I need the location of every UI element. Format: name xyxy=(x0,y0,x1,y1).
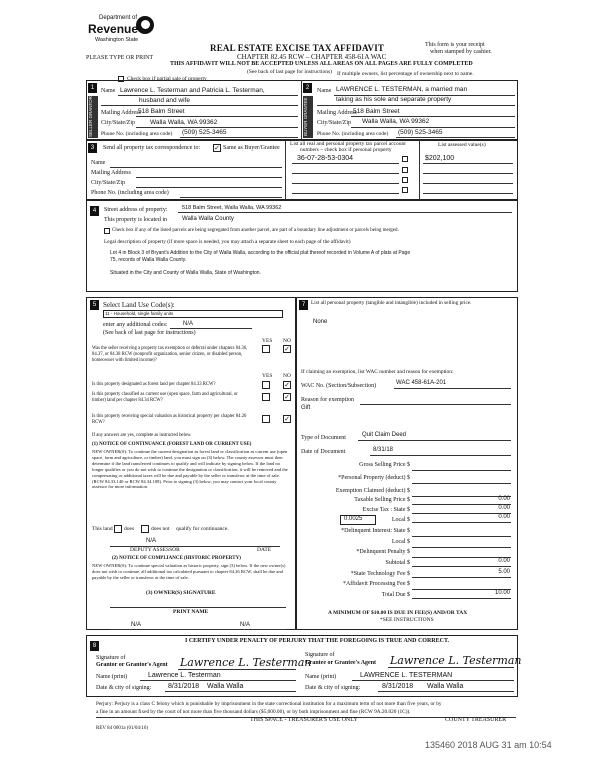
treasurer-note: THIS SPACE - TREASURER'S USE ONLY xyxy=(250,717,358,723)
buyer-city-label: City/State/Zip xyxy=(317,120,351,126)
legal-line-1[interactable]: Lot 4 in Block 3 of Bryant's Addition to the City of Walla Walla, according to the official plat thereof recorded in Volume A of plats at Page xyxy=(110,250,411,256)
tax-row-label: Subtotal $ xyxy=(385,560,410,566)
tax-row-line xyxy=(412,547,511,548)
parcel-line-1 xyxy=(292,163,399,164)
receipt-note-2: when stamped by cashier. xyxy=(430,49,492,55)
print-name-na-1[interactable]: N/A xyxy=(131,622,142,628)
q3-no-checkbox[interactable]: ✓ xyxy=(284,393,290,401)
additional-codes-label: enter any additional codes: xyxy=(103,322,168,328)
reason-line xyxy=(360,404,511,405)
segregated-checkbox[interactable] xyxy=(104,228,110,234)
section-4-badge: 4 xyxy=(90,206,99,216)
does-label: does xyxy=(124,526,135,532)
tax-row-value[interactable]: 0.00 xyxy=(498,505,510,511)
deputy-na[interactable]: N/A xyxy=(146,538,157,544)
seller-phone-line xyxy=(180,137,298,138)
grantee-sig-of: Signature of xyxy=(305,652,335,658)
doc-type-value[interactable]: Quit Claim Deed xyxy=(362,432,407,438)
buyer-address-line xyxy=(351,116,515,117)
parcel-personal-checkbox[interactable] xyxy=(402,156,408,162)
s3-address-line xyxy=(136,177,282,178)
see-back-note: (See back of last page for instructions) xyxy=(247,69,332,75)
yes-header-1: YES xyxy=(262,338,273,344)
seller-phone-label: Phone No. (including area code) xyxy=(101,131,173,137)
seller-address[interactable]: 518 Balm Street xyxy=(138,108,185,115)
notice-2-text: NEW OWNER(S): To continue special valuation as historic property, sign (3) below. If the new owner(s) does not wish to continue, all additional tax calculated pursuant to chapter 84.26 RCW, shall be due and payable by the seller or transferor at the time of sale. xyxy=(92,563,286,580)
tax-row-label: Local $ xyxy=(391,539,410,545)
logo-mark-cutout xyxy=(141,20,150,29)
seller-name-line xyxy=(118,95,298,96)
reason-label: Reason for exemption xyxy=(301,397,354,403)
dept-line-1: Department of xyxy=(99,15,138,21)
certify-text: I CERTIFY UNDER PENALTY OF PERJURY THAT THE FOREGOING IS TRUE AND CORRECT. xyxy=(185,638,450,644)
tax-row-value[interactable]: 10.00 xyxy=(494,590,510,596)
parcel-line-3 xyxy=(292,183,399,184)
section-2-badge: 2 xyxy=(303,83,312,93)
tax-row-value[interactable]: 0.00 xyxy=(498,514,510,520)
seller-address-line xyxy=(136,116,298,117)
s3-address-label: Mailing Address xyxy=(91,170,131,176)
parcel-value[interactable]: $202,100 xyxy=(425,155,455,162)
wac-label: WAC No. (Section/Subsection) xyxy=(301,383,377,389)
section-4-box xyxy=(86,200,518,292)
s3-city-line xyxy=(136,187,282,188)
doc-date-label: Date of Document xyxy=(301,449,346,455)
dept-line-3: Washington State xyxy=(95,37,139,43)
q2-no-checkbox[interactable]: ✓ xyxy=(284,381,290,389)
seller-name-label: Name xyxy=(101,88,116,94)
reason-value[interactable]: Gift xyxy=(301,405,311,411)
notice-1-text: NEW OWNER(S): To continue the current designation as forest land or classification as current use (open space, farm and agriculture, or timber) land, you must sign on (3) below. The county assessor must then determine if the land transferred continues to qualify and will indicate by signing below. If the land no longer qualifies or you do not wish to continue the designation or classification, it will be removed and the compensating or additional taxes will be due and payable by the seller or transferor at the time of sale. (RCW 84.33.140 or RCW 84.34.108). Prior to signing (3) below, you may contact your local county assessor for more information. xyxy=(92,449,288,490)
additional-codes-value[interactable]: N/A xyxy=(183,321,194,327)
section-3-divider xyxy=(285,140,286,200)
s3-name-label: Name xyxy=(91,160,106,166)
land-use-label: Select Land Use Code(s): xyxy=(103,301,175,309)
same-as-buyer-checkbox[interactable]: ✓ xyxy=(214,144,220,152)
grantor-agent-label: Grantor or Grantor's Agent xyxy=(96,662,168,668)
q3-text: Is this property classified as current use (open space, farm and agricultural, or timber) land per chapter 84.34 RCW? xyxy=(92,392,238,403)
doc-date-line xyxy=(370,455,511,456)
grantee-name-label: Name (print) xyxy=(305,674,337,680)
wac-line xyxy=(394,388,511,389)
tax-row-line xyxy=(412,483,511,484)
notice-3-title: (3) OWNER(S) SIGNATURE xyxy=(146,590,216,596)
street-label: Street address of property: xyxy=(104,207,168,213)
q4-text: Is this property receiving special valuation as historical property per chapter 84.26 RCW? xyxy=(92,414,247,425)
seller-name-1[interactable]: Lawrence L. Testerman and Patricia L. Testerman, xyxy=(120,87,265,94)
buyer-address-label: Mailing Address xyxy=(317,110,357,116)
value-line-2 xyxy=(423,173,513,174)
grantee-name[interactable]: LAWRENCE L. TESTERMAN xyxy=(360,672,453,679)
tax-row-label: Excise Tax : State $ xyxy=(362,507,410,513)
q1-no-checkbox[interactable]: ✓ xyxy=(284,345,290,353)
legal-line-2[interactable]: 75, records of Walla Walla County. xyxy=(110,257,187,263)
q4-yes-checkbox[interactable] xyxy=(262,415,270,423)
tax-row-line xyxy=(412,513,511,514)
seller-side-label: SELLER GRANTOR xyxy=(88,96,98,138)
grantor-date-line xyxy=(165,691,296,692)
grantor-sig-line xyxy=(178,669,296,670)
doc-type-label: Type of Document xyxy=(301,435,346,441)
does-checkbox[interactable] xyxy=(114,525,122,533)
seller-name-line-2 xyxy=(101,105,298,106)
tax-row-label: Total Due $ xyxy=(381,592,410,598)
grantor-city[interactable]: Walla Walla xyxy=(207,683,244,690)
seller-city[interactable]: Walla Walla, WA 99362 xyxy=(150,119,218,126)
segregated-label: Check box if any of the listed parcels are being segregated from another parcel, are part of a boundary line adjustment or parcels being merged. xyxy=(112,228,399,233)
buyer-address[interactable]: 518 Balm Street xyxy=(353,108,400,115)
this-land-label: This land xyxy=(92,526,113,532)
street-line xyxy=(178,212,512,213)
seller-city-line xyxy=(136,127,298,128)
tax-row-value[interactable]: 0.00 xyxy=(498,558,510,564)
qualify-label: qualify for continuance. xyxy=(176,526,229,532)
buyer-city[interactable]: Walla Walla, WA 99362 xyxy=(362,118,430,125)
grantee-sig-line xyxy=(388,667,514,668)
section-6-badge: 7 xyxy=(299,300,308,310)
value-line-3 xyxy=(423,183,513,184)
personal-property-value[interactable]: None xyxy=(313,319,328,325)
land-use-value: 11 - Household, single family units xyxy=(105,311,174,316)
buyer-phone[interactable]: (509) 525-3465 xyxy=(398,129,443,136)
parcel-checkbox-2[interactable] xyxy=(402,167,408,173)
perjury-line-2: a fine in an amount fixed by the court of not more than five thousand dollars ($5,000.00), or by both imprisonment and fine (RCW 9A.20.020 (1C)). xyxy=(96,709,411,715)
grantee-date-label: Date & city of signing: xyxy=(305,685,361,691)
legal-line-3[interactable]: Situated in the City and County of Walla Walla, State of Washington. xyxy=(110,270,261,276)
same-as-buyer-label: Same as Buyer/Grantee xyxy=(223,145,280,151)
tax-row-value[interactable]: 5.00 xyxy=(498,569,510,575)
tax-row-label: Local $ xyxy=(391,517,410,523)
tax-row-label: *Affidavit Processing Fee $ xyxy=(342,581,410,587)
owner-sig-line xyxy=(110,607,286,608)
grantor-sig-of: Signature of xyxy=(96,655,126,661)
notice-1-title: (1) NOTICE OF CONTINUANCE (FOREST LAND OR CURRENT USE) xyxy=(92,442,252,447)
perjury-line-1: Perjury: Perjury is a class C felony which is punishable by imprisonment in the state correctional institution for a maximum term of not more than five years, or by xyxy=(96,701,442,707)
grantee-signature[interactable]: Lawrence L. Testerman xyxy=(390,654,522,667)
grantee-name-line xyxy=(352,680,514,681)
tax-row-label: *Personal Property (deduct) $ xyxy=(338,475,410,481)
q3-yes-checkbox[interactable] xyxy=(262,393,270,401)
value-line-4 xyxy=(423,193,513,194)
personal-property-label: List all personal property (tangible and intangible) included in selling price. xyxy=(311,300,472,306)
buyer-city-line xyxy=(351,127,515,128)
grantor-date-label: Date & city of signing: xyxy=(96,685,152,691)
parcel-line-2 xyxy=(292,173,399,174)
yes-header-2: YES xyxy=(262,373,273,379)
parcel-checkbox-3[interactable] xyxy=(402,177,408,183)
parcel-checkbox-4[interactable] xyxy=(402,187,408,193)
correspondence-label: Send all property tax correspondence to: xyxy=(103,145,201,151)
doc-date-value[interactable]: 8/31/18 xyxy=(373,447,394,453)
seller-city-label: City/State/Zip xyxy=(101,120,135,126)
parcel-header-2: numbers – check box if personal property xyxy=(300,147,392,153)
grantor-name-label: Name (print) xyxy=(96,674,128,680)
print-name-line xyxy=(110,629,286,630)
form-title: REAL ESTATE EXCISE TAX AFFIDAVIT xyxy=(210,43,385,53)
tax-row-label: *State Technology Fee $ xyxy=(350,571,410,577)
tax-row-value[interactable]: 0.00 xyxy=(498,496,510,502)
grantee-city[interactable]: Walla Walla xyxy=(427,683,464,690)
buyer-side-label: BUYER GRANTEE xyxy=(303,96,313,138)
tax-row-line xyxy=(412,470,511,471)
grantor-name[interactable]: Lawrence L. Testerman xyxy=(148,672,221,679)
form-chapter: CHAPTER 82.45 RCW – CHAPTER 458-61A WAC xyxy=(237,53,387,61)
q1-yes-checkbox[interactable] xyxy=(262,345,270,353)
s3-phone-line xyxy=(180,197,282,198)
grantee-agent-label: Grantee or Grantee's Agent xyxy=(305,660,377,666)
q1-text: Was the seller receiving a property tax exemption or deferral under chapters 84.36, 84.37, or 84.38 RCW (nonprofit organization, senior citizen, or disabled person, homeowner with limited income)? xyxy=(92,346,248,363)
q4-no-checkbox[interactable]: ✓ xyxy=(284,415,290,423)
q2-yes-checkbox[interactable] xyxy=(262,381,270,389)
tax-row-line xyxy=(412,504,511,505)
does-not-label: does not xyxy=(151,526,170,532)
buyer-name-line-2 xyxy=(317,105,515,106)
deputy-date-label: DATE xyxy=(257,547,272,553)
tax-row-line xyxy=(412,557,511,558)
tax-row-line xyxy=(412,577,511,578)
notice-2-title: (2) NOTICE OF COMPLIANCE (HISTORIC PROPERTY) xyxy=(112,556,241,561)
partial-sale-label: Check box if partial sale of property xyxy=(127,76,207,82)
county-treasurer: COUNTY TREASURER xyxy=(445,717,507,723)
recording-stamp: 135460 2018 AUG 31 am 10:54 xyxy=(425,740,552,750)
exemption-label: If claiming an exemption, list WAC number and reason for exemption: xyxy=(301,369,454,375)
grantee-date-line xyxy=(378,691,514,692)
buyer-name-1[interactable]: LAWRENCE L. TESTERMAN, a married man xyxy=(336,86,468,93)
grantor-name-line xyxy=(140,680,296,681)
tax-row-line xyxy=(412,522,511,523)
section-1-badge: 1 xyxy=(88,83,97,93)
no-header-2: NO xyxy=(283,373,291,379)
located-label: This property is located in xyxy=(104,217,167,223)
section-3-badge: 3 xyxy=(88,143,97,153)
print-name-na-2[interactable]: N/A xyxy=(240,622,251,628)
buyer-name-label: Name xyxy=(317,88,332,94)
grantee-date[interactable]: 8/31/2018 xyxy=(382,683,414,690)
does-not-checkbox[interactable] xyxy=(141,525,149,533)
buyer-name-2[interactable]: taking as his sole and separate property xyxy=(336,96,452,103)
minimum-notice: A MINIMUM OF $10.00 IS DUE IN FEE(S) AND/OR TAX xyxy=(328,610,468,616)
deputy-label: DEPUTY ASSESSOR xyxy=(130,547,180,553)
if-yes-note: If any answers are yes, complete as instructed below. xyxy=(92,433,192,438)
seller-phone[interactable]: (509) 525-3465 xyxy=(182,129,227,136)
parcel-header-1: List all real and personal property tax parcel account xyxy=(290,141,406,147)
wac-value[interactable]: WAC 458-61A-201 xyxy=(396,380,447,386)
s3-name-line xyxy=(110,167,282,168)
tax-row-label: Taxable Selling Price $ xyxy=(354,497,410,503)
parcel-line-4 xyxy=(292,193,399,194)
street-value[interactable]: 518 Balm Street, Walla Walla, WA 99362 xyxy=(182,205,282,211)
tax-row-label: *Delinquent Penalty $ xyxy=(356,549,410,555)
rev-number: REV 84 0001a (01/04/16) xyxy=(96,726,148,731)
tax-row-label: Gross Selling Price $ xyxy=(359,462,410,468)
multiple-owners-note: If multiple owners, list percentage of ownership next to name. xyxy=(337,71,474,77)
tax-row-label: Exemption Claimed (deduct) $ xyxy=(335,488,410,494)
tax-row-line xyxy=(412,598,511,599)
parcel-value-divider xyxy=(419,140,420,200)
grantor-date[interactable]: 8/31/2018 xyxy=(168,683,200,690)
tax-row-line xyxy=(412,536,511,537)
tax-row-line xyxy=(412,496,511,497)
not-accepted-notice: THIS AFFIDAVIT WILL NOT BE ACCEPTED UNLESS ALL AREAS ON ALL PAGES ARE FULLY COMPLETED xyxy=(170,61,473,67)
print-name-label: PRINT NAME xyxy=(173,609,209,615)
legal-label: Legal description of property (if more space is needed, you may attach a separate sheet to each page of the affidavit) xyxy=(104,239,351,245)
section-5-badge: 5 xyxy=(90,300,99,310)
seller-name-2[interactable]: husband and wife xyxy=(139,97,190,104)
doc-type-line xyxy=(358,440,511,441)
value-line-1 xyxy=(423,163,513,164)
additional-codes-line xyxy=(170,328,252,329)
tax-row-label: *Delinquent Interest: State $ xyxy=(341,528,410,534)
buyer-phone-line xyxy=(396,137,515,138)
s5-see-back: (See back of last page for instructions) xyxy=(103,330,196,336)
local-rate[interactable]: 0.0025 xyxy=(344,516,363,522)
receipt-note-1: This form is your receipt xyxy=(425,42,485,48)
section-8-badge: 8 xyxy=(90,641,99,651)
seller-address-label: Mailing Address xyxy=(101,110,141,116)
please-type: PLEASE TYPE OR PRINT xyxy=(86,55,154,61)
s3-city-label: City/State/Zip xyxy=(91,180,125,186)
q2-text: Is this property designated as forest land per chapter 84.33 RCW? xyxy=(92,382,216,387)
seller-buyer-divider xyxy=(301,80,302,140)
grantor-signature[interactable]: Lawrence L. Testerman xyxy=(180,656,312,669)
buyer-phone-label: Phone No. (including area code) xyxy=(317,131,389,137)
assessed-header: List assessed value(s) xyxy=(438,142,486,148)
see-instructions: *SEE INSTRUCTIONS xyxy=(380,617,434,623)
located-value[interactable]: Walla Walla County xyxy=(182,216,234,222)
no-header-1: NO xyxy=(283,338,291,344)
dept-line-2: Revenue xyxy=(88,22,139,36)
parcel-number[interactable]: 36-07-28-53-0304 xyxy=(297,155,354,162)
tax-row-line xyxy=(412,566,511,567)
s3-phone-label: Phone No. (including area code) xyxy=(91,190,169,196)
